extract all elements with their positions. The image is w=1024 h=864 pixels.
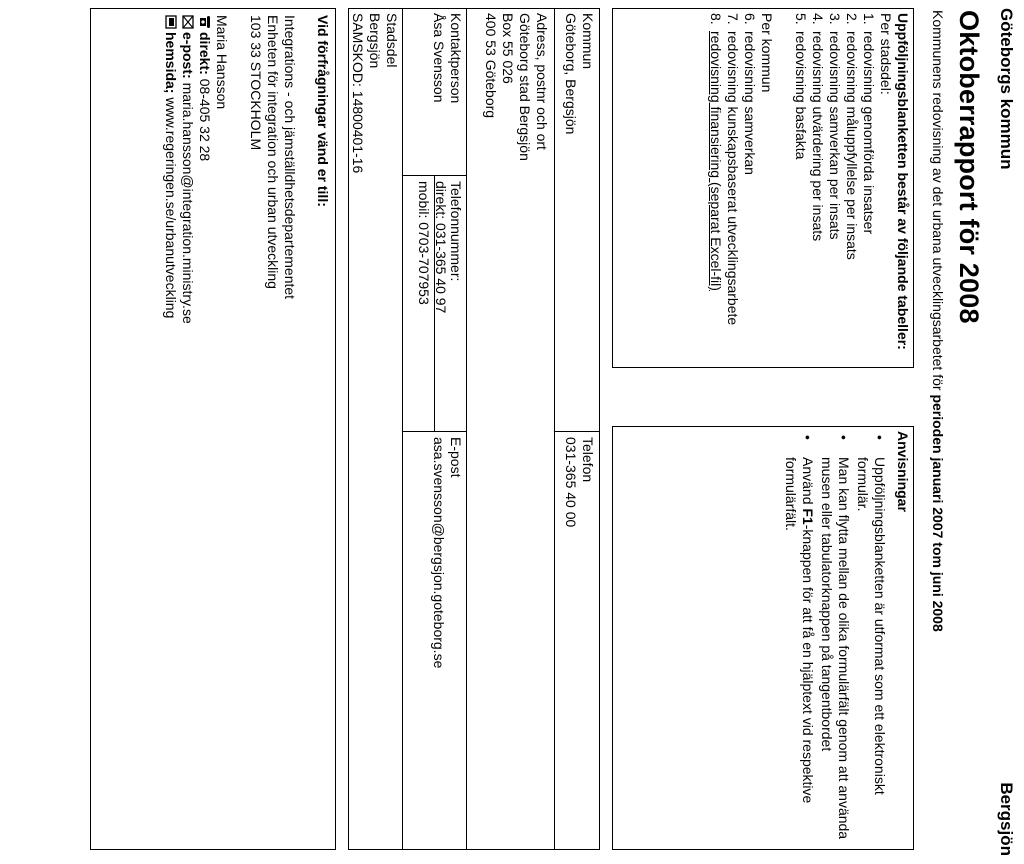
adress-line: Box 55 026: [500, 13, 516, 84]
header-municipality: Göteborgs kommun: [997, 8, 1016, 170]
kontakt-value: Åsa Svensson: [431, 13, 447, 103]
list-item: [843, 13, 860, 363]
instructions-list: [782, 431, 888, 845]
header-district: Bergsjön: [997, 782, 1016, 856]
envelope-icon: [182, 15, 194, 29]
adress-line: Göteborg stad Bergsjön: [517, 13, 533, 161]
org-line: 103 33 STOCKHOLM: [248, 15, 264, 151]
kommun-label: Kommun: [580, 13, 596, 70]
instruction-key: F1: [800, 508, 816, 525]
list-number: 3.: [827, 13, 843, 25]
list-item: [809, 13, 826, 363]
kontakt-label: Kontaktperson: [448, 13, 464, 104]
list-number: 8.: [708, 13, 724, 25]
contact-phone: [196, 15, 213, 843]
bullet-icon: •: [800, 435, 816, 440]
instruction-text: Uppföljningsblanketten är utformat som ett elektroniskt formulär.: [855, 457, 888, 795]
phone-icon: [199, 15, 211, 29]
contact-email: [179, 15, 196, 843]
instruction-text: [782, 457, 816, 845]
org-line: Integrations - och jämställdhetsdepartementet: [282, 15, 298, 300]
subtitle-prefix: Kommunens redovisning av det urbana utvecklingsarbetet för: [930, 10, 946, 395]
per-municipality-label: Per kommun: [759, 13, 775, 93]
contact-website: [162, 15, 179, 843]
samskod-value: SAMSKOD: 14800401-16: [350, 13, 366, 174]
instruction-text: Man kan flytta mellan de olika formulärfält genom att använda musen eller tabulatorknappen på tangentbordet: [819, 457, 852, 840]
web-label: hemsida;: [163, 32, 179, 94]
contact-heading: Vid förfrågningar vänd er till:: [315, 15, 331, 207]
list-text: redovisning finansiering (separat Excel-fil): [708, 31, 724, 291]
list-text: redovisning basfakta: [793, 31, 809, 160]
page-subtitle: [930, 10, 946, 632]
stadsdel-label: Stadsdel: [384, 13, 400, 68]
contents-heading: Uppföljningsblanketten består av följande tabeller:: [895, 13, 911, 350]
telefonnummer-label: Telefonnummer:: [448, 181, 464, 282]
list-number: 5.: [793, 13, 809, 25]
list-text: redovisning utvärdering per insats: [810, 31, 826, 242]
org-line: Enheten för integration och urban utveckling: [265, 15, 281, 289]
list-number: 2.: [844, 13, 860, 25]
form-contents-box: [612, 8, 914, 368]
list-item: [854, 431, 888, 845]
list-number: 1.: [861, 13, 877, 25]
direkt-value: direkt: 031-365 40 97: [433, 181, 449, 314]
adress-line: 400 53 Göteborg: [483, 13, 499, 119]
list-text: redovisning samverkan: [742, 31, 758, 175]
list-item: [792, 13, 809, 363]
contact-person: Maria Hansson: [214, 15, 230, 110]
kommun-value: Göteborg, Bergsjön: [563, 13, 579, 135]
list-item: [782, 431, 816, 845]
list-number: 6.: [742, 13, 758, 25]
bullet-icon: •: [872, 435, 888, 440]
list-item: [724, 13, 741, 363]
page-title: Oktoberrapport för 2008: [954, 10, 984, 324]
list-item: [826, 13, 843, 363]
subtitle-period: perioden januari 2007 tom juni 2008: [930, 394, 946, 632]
list-number: 4.: [810, 13, 826, 25]
email-value[interactable]: maria.hansson@integration.ministry.se: [180, 82, 196, 324]
list-item: [707, 13, 724, 363]
phone-value: 08-405 32 28: [197, 78, 213, 162]
bullet-icon: •: [836, 435, 852, 440]
list-text: redovisning måluppfyllelse per insats: [844, 31, 860, 260]
web-value[interactable]: www.regeringen.se/urbanutveckling: [163, 97, 179, 319]
list-number: 7.: [725, 13, 741, 25]
phone-label: direkt:: [197, 32, 213, 75]
instructions-box: [612, 426, 914, 850]
list-text: redovisning kunskapsbaserat utvecklingsarbete: [725, 31, 741, 326]
epost-value: asa.svensson@bergsjon.goteborg.se: [431, 437, 447, 669]
list-text: redovisning genomförda insatser: [861, 31, 877, 235]
list-item: [860, 13, 877, 363]
list-item: [818, 431, 852, 845]
municipality-table-list: [707, 13, 758, 363]
per-district-label: Per stadsdel:: [878, 13, 894, 95]
mobil-value: mobil: 0703-707953: [416, 181, 432, 305]
list-item: [741, 13, 758, 363]
email-label: e-post:: [180, 32, 196, 79]
stadsdel-value: Bergsjön: [367, 13, 383, 69]
instruction-text-part: -knappen för att få en hjälptext vid respektive formulärfält.: [783, 457, 816, 804]
telefon-value: 031-365 40 00: [563, 437, 579, 528]
adress-label: Adress, postnr och ort: [534, 13, 550, 150]
computer-icon: [165, 15, 177, 29]
contact-box: [90, 8, 336, 850]
instructions-heading: Anvisningar: [895, 431, 911, 512]
list-text: redovisning samverkan per insats: [827, 31, 843, 240]
telefon-label: Telefon: [580, 437, 596, 483]
epost-label: E-post: [448, 437, 464, 478]
district-table-list: [792, 13, 877, 363]
instruction-text-part: Använd: [800, 457, 816, 509]
municipality-info-table: [348, 8, 600, 850]
